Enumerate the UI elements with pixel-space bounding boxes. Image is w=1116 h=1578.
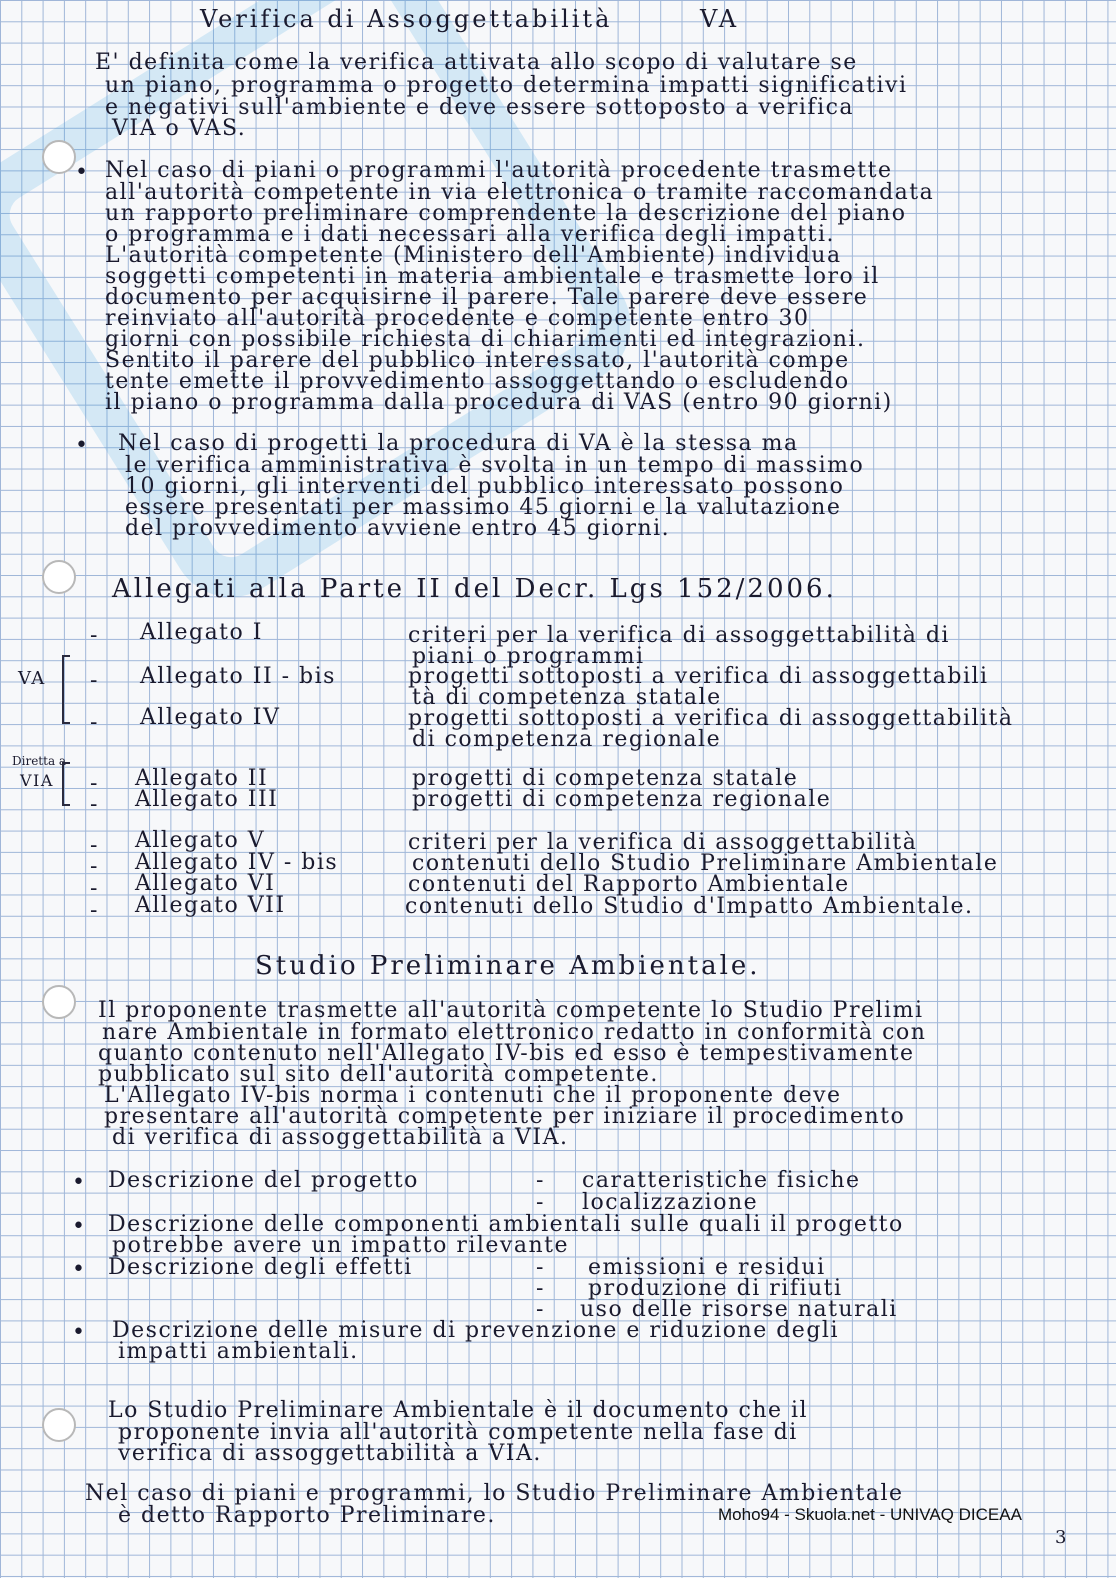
studio-line: quanto contenuto nell'Allegato IV-bis ed esso è tempestivamente xyxy=(98,1041,915,1066)
studio-subitem: localizzazione xyxy=(582,1190,759,1215)
studio-subitem: uso delle risorse naturali xyxy=(580,1297,898,1322)
page-number: 3 xyxy=(1055,1527,1067,1548)
allegato-name: Allegato IV xyxy=(140,705,281,730)
allegato-desc: contenuti dello Studio d'Impatto Ambientale. xyxy=(405,894,974,919)
bullet-dot: • xyxy=(75,160,88,185)
punch-hole xyxy=(42,560,76,594)
dash: - xyxy=(90,668,99,693)
studio-line: pubblicato sul sito dell'autorità competente. xyxy=(98,1062,659,1087)
dash: - xyxy=(536,1297,545,1322)
allegato-name: Allegato II xyxy=(135,766,269,791)
intro-line: un piano, programma o progetto determina impatti significativi xyxy=(105,73,908,98)
studio-item: Descrizione degli effetti xyxy=(108,1255,413,1280)
group-label-va: VA xyxy=(18,668,46,689)
allegato-name: Allegato IV - bis xyxy=(135,850,339,875)
group-label-via: VIA xyxy=(20,771,54,790)
dash: - xyxy=(90,898,99,923)
final-line: Nel caso di piani e programmi, lo Studio Preliminare Ambientale xyxy=(85,1481,904,1506)
progetti-line: 10 giorni, gli interventi del pubblico interessato possono xyxy=(125,474,845,499)
studio-heading: Studio Preliminare Ambientale. xyxy=(255,951,761,981)
bullet-dot: • xyxy=(72,1214,85,1239)
piani-line: Sentito il parere del pubblico interessato, l'autorità compe xyxy=(105,348,850,373)
allegato-desc: progetti di competenza regionale xyxy=(412,787,832,812)
bullet-dot: • xyxy=(75,433,88,458)
closing-line: verifica di assoggettabilità a VIA. xyxy=(118,1441,542,1466)
allegato-name: Allegato VI xyxy=(135,871,276,896)
dash: - xyxy=(90,623,99,648)
studio-item: Descrizione delle misure di prevenzione e riduzione degli xyxy=(112,1318,839,1343)
progetti-line: del provvedimento avviene entro 45 giorni. xyxy=(125,516,671,541)
dash: - xyxy=(90,854,99,879)
allegato-name: Allegato V xyxy=(135,828,266,853)
progetti-line: le verifica amministrativa è svolta in un tempo di massimo xyxy=(125,453,865,478)
footer-credit: Moho94 - Skuola.net - UNIVAQ DICEAA xyxy=(718,1505,1022,1524)
allegato-name: Allegato III xyxy=(135,787,279,812)
dash: - xyxy=(536,1255,545,1280)
studio-item: Descrizione del progetto xyxy=(108,1168,419,1193)
studio-subitem: produzione di rifiuti xyxy=(588,1276,843,1301)
dash: - xyxy=(90,792,99,817)
allegati-heading: Allegati alla Parte II del Decr. Lgs 152/2006. xyxy=(112,574,837,604)
allegato-desc: criteri per la verifica di assoggettabilità di xyxy=(408,623,950,648)
piani-line: tente emette il provvedimento assoggettando o escludendo xyxy=(105,369,850,394)
allegato-desc: progetti sottoposti a verifica di assoggettabili xyxy=(408,664,989,689)
allegato-name: Allegato I xyxy=(140,620,263,645)
intro-line: e negativi sull'ambiente e deve essere sottoposto a verifica xyxy=(105,95,855,120)
progetti-line: Nel caso di progetti la procedura di VA è la stessa ma xyxy=(118,431,799,456)
dash: - xyxy=(90,710,99,735)
studio-subitem: caratteristiche fisiche xyxy=(582,1168,861,1193)
studio-line: di verifica di assoggettabilità a VIA. xyxy=(112,1125,569,1150)
studio-subitem: emissioni e residui xyxy=(588,1255,826,1280)
dash: - xyxy=(536,1190,545,1215)
piani-line: L'autorità competente (Ministero dell'Ambiente) individua xyxy=(105,243,842,268)
group-bracket xyxy=(62,655,70,724)
group-bracket xyxy=(62,762,70,806)
studio-item: potrebbe avere un impatto rilevante xyxy=(112,1233,570,1258)
piani-line: reinviato all'autorità procedente e competente entro 30 xyxy=(105,306,810,331)
piani-line: all'autorità competente in via elettronica o tramite raccomandata xyxy=(105,180,935,205)
progetti-line: essere presentati per massimo 45 giorni e la valutazione xyxy=(125,495,842,520)
bullet-dot: • xyxy=(72,1170,85,1195)
piani-line: il piano o programma dalla procedura di VAS (entro 90 giorni) xyxy=(105,390,893,415)
bullet-dot: • xyxy=(72,1320,85,1345)
intro-line: VIA o VAS. xyxy=(112,116,247,141)
allegato-desc: contenuti del Rapporto Ambientale xyxy=(408,872,850,897)
allegato-desc: progetti sottoposti a verifica di assoggettabilità xyxy=(408,706,1014,731)
bullet-dot: • xyxy=(72,1257,85,1282)
studio-line: L'Allegato IV-bis norma i contenuti che il proponente deve xyxy=(104,1083,842,1108)
page-title: Verifica di Assoggettabilità xyxy=(200,5,613,33)
group-label-diretta: Diretta a xyxy=(12,754,67,768)
allegato-desc: progetti di competenza statale xyxy=(412,766,799,791)
final-line: è detto Rapporto Preliminare. xyxy=(118,1503,496,1528)
title-tag: VA xyxy=(700,5,740,33)
dash: - xyxy=(536,1276,545,1301)
studio-item: impatti ambientali. xyxy=(118,1339,359,1364)
dash: - xyxy=(536,1168,545,1193)
punch-hole xyxy=(42,985,76,1019)
piani-line: Nel caso di piani o programmi l'autorità procedente trasmette xyxy=(105,158,893,183)
piani-line: o programma e i dati necessari alla verifica degli impatti. xyxy=(105,222,835,247)
studio-line: Il proponente trasmette all'autorità competente lo Studio Prelimi xyxy=(98,998,924,1023)
dash: - xyxy=(90,771,99,796)
dash: - xyxy=(90,833,99,858)
allegato-desc: di competenza regionale xyxy=(412,727,722,752)
piani-line: un rapporto preliminare comprendente la descrizione del piano xyxy=(105,201,907,226)
studio-line: nare Ambientale in formato elettronico redatto in conformità con xyxy=(102,1020,927,1045)
piani-line: soggetti competenti in materia ambientale e trasmette loro il xyxy=(105,264,880,289)
studio-line: presentare all'autorità competente per iniziare il procedimento xyxy=(104,1104,906,1129)
allegato-name: Allegato II - bis xyxy=(140,664,336,689)
allegato-name: Allegato VII xyxy=(135,893,286,918)
intro-line: E' definita come la verifica attivata allo scopo di valutare se xyxy=(95,50,858,75)
closing-line: Lo Studio Preliminare Ambientale è il documento che il xyxy=(108,1398,809,1423)
piani-line: documento per acquisirne il parere. Tale parere deve essere xyxy=(105,285,869,310)
allegato-desc: tà di competenza statale xyxy=(412,685,722,710)
dash: - xyxy=(90,876,99,901)
studio-item: Descrizione delle componenti ambientali sulle quali il progetto xyxy=(108,1212,904,1237)
allegato-desc: piani o programmi xyxy=(412,644,645,669)
allegato-desc: criteri per la verifica di assoggettabilità xyxy=(408,830,918,855)
punch-hole xyxy=(42,140,76,174)
closing-line: proponente invia all'autorità competente nella fase di xyxy=(118,1420,798,1445)
piani-line: giorni con possibile richiesta di chiarimenti ed integrazioni. xyxy=(105,327,866,352)
punch-hole xyxy=(42,1408,76,1442)
allegato-desc: contenuti dello Studio Preliminare Ambientale xyxy=(412,851,999,876)
